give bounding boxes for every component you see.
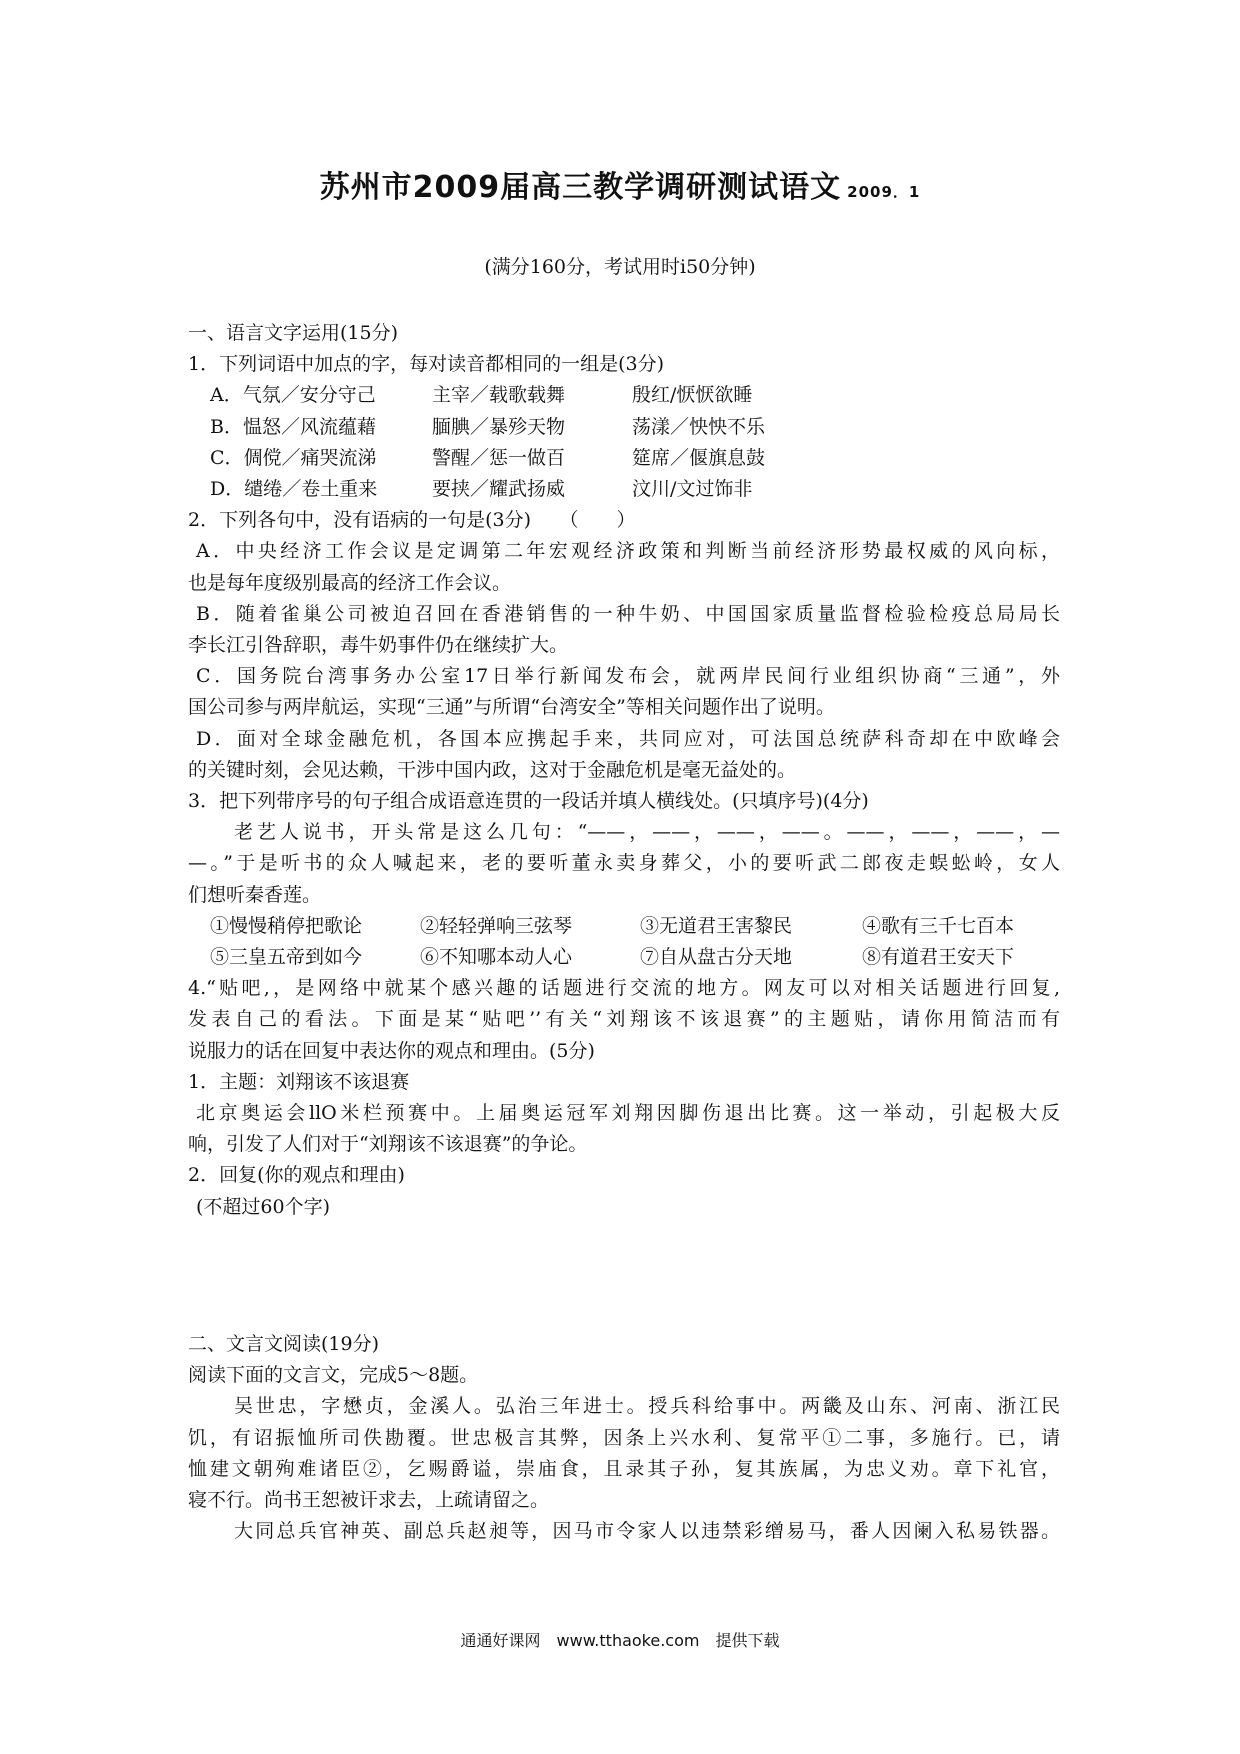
q1-option-cell: 荡漾／怏怏不乐	[632, 415, 766, 438]
q1-option-cell: 殷红/恹恹欲睡	[632, 384, 753, 407]
q1-option-cell: 要挟／耀武扬威	[432, 478, 566, 501]
passage-line3: 恤建文朝殉难诸臣②，乞赐爵谥，崇庙食，且录其子孙，复其族属，为忠义劝。章下礼官，	[188, 1457, 1060, 1480]
q3-item: ④歌有三千七百本	[862, 914, 1015, 937]
q1-option-cell: B．愠怒／风流蕴藉	[210, 415, 376, 438]
page-footer: 通通好课网 www.tthaoke.com 提供下载	[460, 1631, 780, 1650]
q3-item: ⑧有道君王安天下	[862, 946, 1015, 969]
q3-items-row2	[188, 942, 1060, 973]
q2-option-c-line2: 国公司参与两岸航运，实现“三通”与所谓“台湾安全”等相关问题作出了说明。	[188, 696, 835, 719]
q2-option-a-line2: 也是每年度级别最高的经济工作会议。	[188, 571, 512, 594]
document-body	[188, 318, 1060, 1547]
q4-stem-line1: 4.“贴吧,，是网络中就某个感兴趣的话题进行交流的地方。网友可以对相关话题进行回复,	[188, 977, 1060, 1000]
q4-stem-line3: 说服力的话在回复中表达你的观点和理由。(5分)	[188, 1039, 595, 1062]
q3-item: ⑥不知哪本动人心	[420, 946, 573, 969]
q4-reply: 2．回复(你的观点和理由)	[188, 1164, 405, 1187]
q1-option-cell: A．气氛／安分守己	[210, 384, 376, 407]
q1-option-cell: D．缱绻／卷土重来	[210, 478, 378, 501]
passage-line4: 寝不行。尚书王恕被讦求去，上疏请留之。	[188, 1488, 550, 1511]
q3-passage-line2: —。”于是听书的众人喊起来，老的要听董永卖身葬父，小的要听武二郎夜走蜈蚣岭，女人	[188, 852, 1060, 875]
q1-option-cell: 筵席／偃旗息鼓	[632, 446, 766, 469]
q4-topic: 1．主题：刘翔该不该退赛	[188, 1070, 410, 1093]
q3-item: ③无道君王害黎民	[640, 914, 793, 937]
page-title	[0, 162, 1240, 206]
q3-item: ⑦自从盘古分天地	[640, 946, 793, 969]
q1-option-cell: 汶川/文过饰非	[632, 478, 753, 501]
q3-passage-line1: 老艺人说书，开头常是这么几句：“——，——，——，——。——，——，——，—	[234, 821, 1060, 844]
q4-topic-text-line2: 响，引发了人们对于“刘翔该不该退赛”的争论。	[188, 1133, 588, 1156]
q2-option-a-line1: A．中央经济工作会议是定调第二年宏观经济政策和判断当前经济形势最权威的风向标，	[196, 540, 1060, 563]
q2-option-b-line2: 李长江引咎辞职，毒牛奶事件仍在继续扩大。	[188, 634, 569, 657]
q3-item: ①慢慢稍停把歌论	[210, 914, 363, 937]
answer-space	[188, 1223, 1060, 1329]
q4-stem-line2: 发表自己的看法。下面是某“贴吧’’有关“刘翔该不该退赛”的主题贴，请你用简洁而有	[188, 1008, 1060, 1031]
section2-intro: 阅读下面的文言文，完成5～8题。	[188, 1364, 479, 1387]
q1-option-d	[188, 474, 1060, 505]
section1-heading: 一、语言文字运用(15分)	[188, 322, 399, 344]
title-text: 苏州市2009届高三教学调研测试语文	[319, 170, 842, 205]
q3-items-row1	[188, 911, 1060, 942]
q1-option-cell: C．倜傥／痛哭流涕	[210, 446, 377, 469]
q2-option-b-line1: B．随着雀巢公司被迫召回在香港销售的一种牛奶、中国国家质量监督检验检疫总局局长	[196, 602, 1060, 625]
q2-option-d-line1: D．面对全球金融危机，各国本应携起手来，共同应对，可法国总统萨科奇却在中欧峰会	[196, 727, 1060, 750]
q1-stem: 1．下列词语中加点的字，每对读音都相同的一组是(3分)	[188, 353, 665, 376]
q4-word-limit: (不超过60个字)	[196, 1195, 331, 1218]
q3-item: ⑤三皇五帝到如今	[210, 946, 363, 969]
exam-info: (满分160分，考试用时i50分钟)	[484, 256, 756, 278]
title-date: 2009．1	[847, 183, 921, 201]
q4-topic-text-line1: 北京奥运会llO米栏预赛中。上届奥运冠军刘翔因脚伤退出比赛。这一举动，引起极大反	[196, 1102, 1060, 1125]
q1-option-c	[188, 443, 1060, 474]
q1-option-cell: 警醒／惩一做百	[432, 446, 566, 469]
q2-option-c-line1: C．国务院台湾事务办公室17日举行新闻发布会，就两岸民间行业组织协商“三通”，外	[196, 665, 1060, 688]
q3-item: ②轻轻弹响三弦琴	[420, 914, 573, 937]
passage-line5: 大同总兵官神英、副总兵赵昶等，因马市令家人以违禁彩缯易马，番人因阑入私易铁器。	[234, 1520, 1060, 1543]
q1-option-cell: 腼腆／暴殄天物	[432, 415, 566, 438]
q2-stem: 2．下列各句中，没有语病的一句是(3分) （ ）	[188, 509, 636, 532]
passage-line1: 吴世忠，字懋贞，金溪人。弘治三年进士。授兵科给事中。两畿及山东、河南、浙江民	[234, 1395, 1060, 1418]
q3-stem: 3．把下列带序号的句子组合成语意连贯的一段话并填人横线处。(只填序号)(4分)	[188, 790, 869, 813]
section2-heading: 二、文言文阅读(19分)	[188, 1332, 380, 1355]
q1-option-b	[188, 412, 1060, 443]
passage-line2: 饥，有诏振恤所司佚勘覆。世忠极言其弊，因条上兴水利、复常平①二事，多施行。已，请	[188, 1426, 1060, 1449]
q1-option-cell: 主宰／载歌载舞	[432, 384, 566, 407]
q1-option-a	[188, 380, 1060, 411]
q2-option-d-line2: 的关键时刻，会见达赖，干涉中国内政，这对于金融危机是毫无益处的。	[188, 758, 797, 781]
q3-passage-line3: 们想听秦香莲。	[188, 883, 322, 906]
